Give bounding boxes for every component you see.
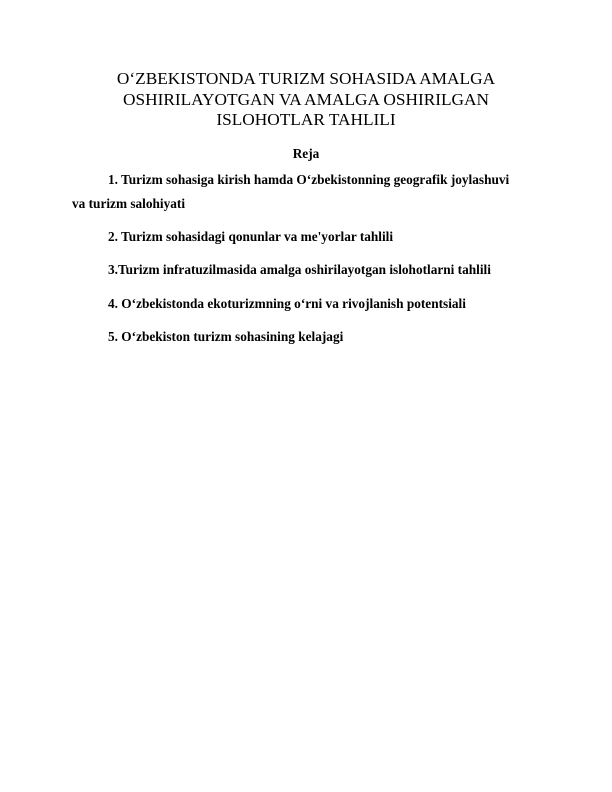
plan-item-3: 3.Turizm infratuzilmasida amalga oshirilayotgan islohotlarni tahlili	[108, 262, 491, 277]
plan-item-5: 5. O‘zbekiston turizm sohasining kelajagi	[108, 329, 344, 344]
plan-heading: Reja	[292, 146, 320, 161]
plan-item-1-line-1: 1. Turizm sohasiga kirish hamda O‘zbekistonning geografik joylashuvi	[108, 172, 510, 187]
title-line-1: O‘ZBEKISTONDA TURIZM SOHASIDA AMALGA	[116, 69, 496, 88]
plan-item-4: 4. O‘zbekistonda ekoturizmning o‘rni va rivojlanish potentsiali	[108, 296, 466, 311]
title-line-2: OSHIRILAYOTGAN VA AMALGA OSHIRILGAN	[123, 89, 489, 109]
document-title	[90, 69, 522, 131]
title-line-3: ISLOHOTLAR TAHLILI	[216, 110, 396, 129]
plan-item-2: 2. Turizm sohasidagi qonunlar va me'yorlar tahlili	[108, 229, 394, 244]
plan-item-1-line-2: va turizm salohiyati	[72, 196, 186, 211]
